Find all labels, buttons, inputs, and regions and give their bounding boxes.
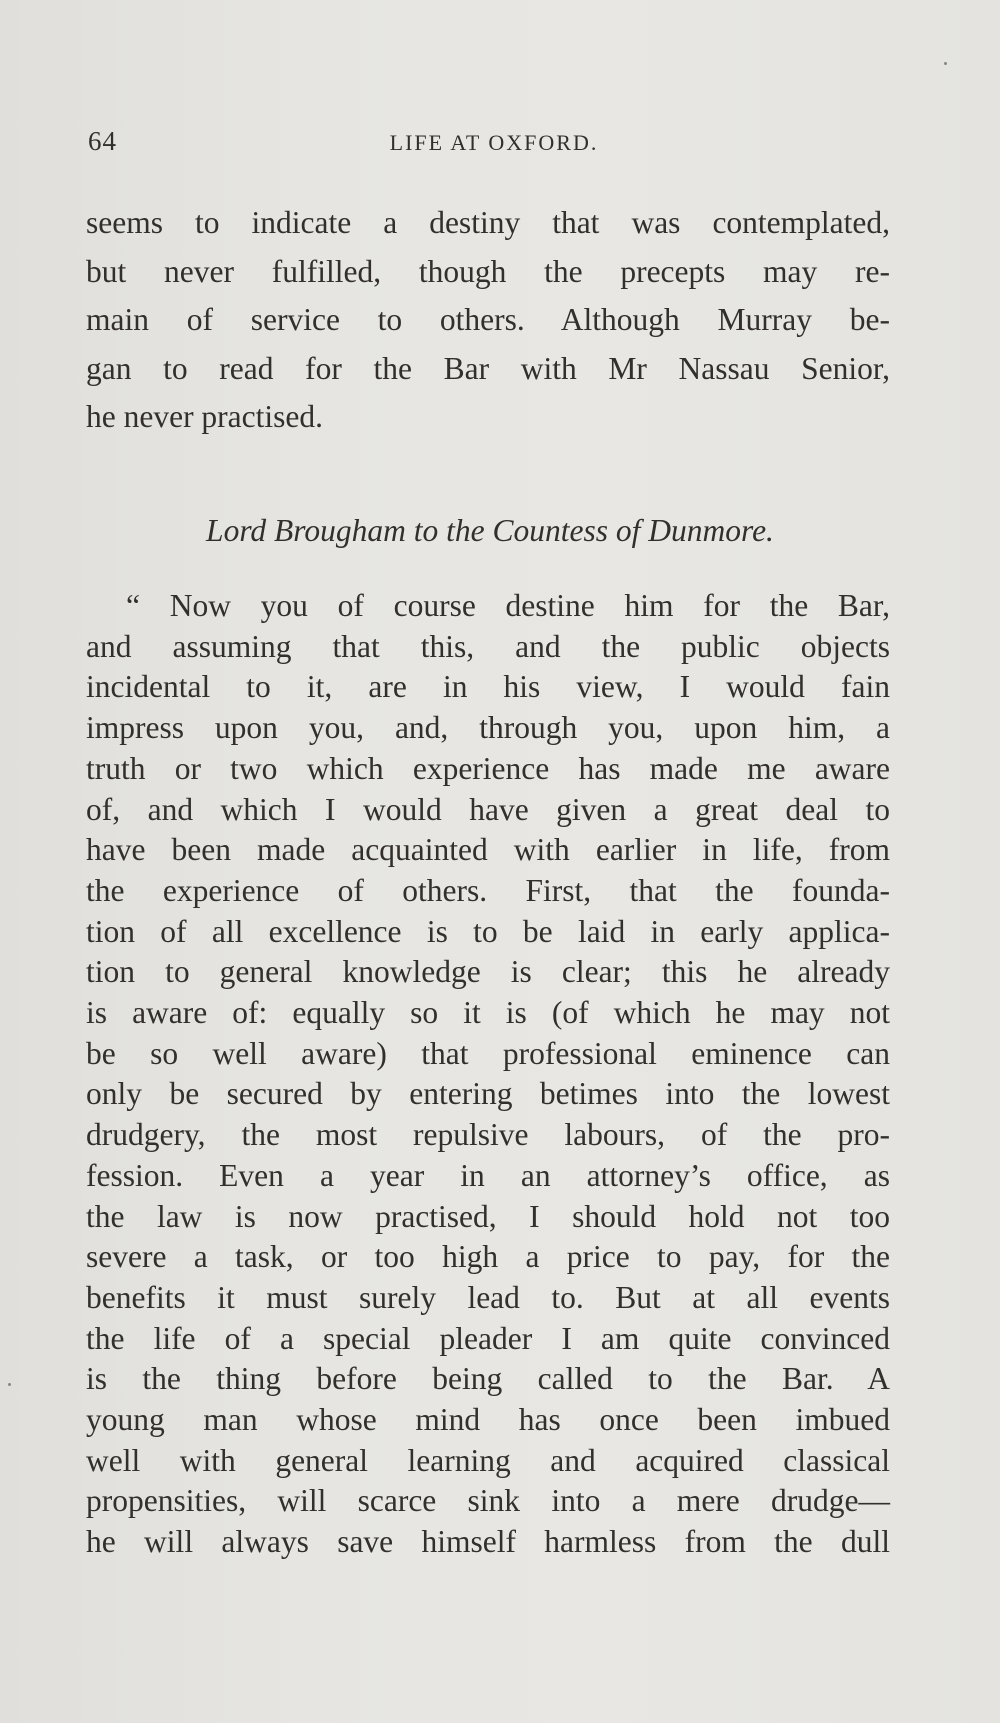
text-line: main of service to others. Although Murray be- — [86, 302, 890, 337]
page-header — [88, 126, 900, 166]
text-line: fession. Even a year in an attorney’s office, as — [86, 1157, 890, 1193]
text-line: propensities, will scarce sink into a mere drudge— — [86, 1483, 890, 1519]
text-line: incidental to it, are in his view, I would fain — [86, 669, 890, 705]
text-line: tion to general knowledge is clear; this he already — [86, 954, 890, 990]
text-line: be so well aware) that professional eminence can — [86, 1035, 890, 1071]
text-line: he will always save himself harmless from the dull — [86, 1524, 890, 1560]
text-line: the life of a special pleader I am quite convinced — [86, 1320, 890, 1356]
text-line: drudgery, the most repulsive labours, of the pro- — [86, 1117, 890, 1153]
text-line: but never fulfilled, though the precepts may re- — [86, 253, 890, 289]
paper-speck — [944, 62, 947, 65]
text-line: seems to indicate a destiny that was contemplated, — [86, 205, 890, 240]
text-line: gan to read for the Bar with Mr Nassau Senior, — [86, 350, 890, 386]
letter-text — [86, 586, 890, 1563]
text-line: he never practised. — [86, 399, 324, 434]
text-line: and assuming that this, and the public objects — [86, 628, 890, 664]
text-line: the law is now practised, I should hold not too — [86, 1198, 890, 1234]
text-line: truth or two which experience has made me aware — [86, 750, 890, 786]
text-line: the experience of others. First, that the founda- — [86, 872, 890, 908]
text-line: tion of all excellence is to be laid in early applica- — [86, 913, 890, 949]
text-line: only be secured by entering betimes into the lowest — [86, 1076, 890, 1112]
body-paragraph — [86, 199, 890, 442]
text-line: is aware of: equally so it is (of which he may not — [86, 995, 890, 1031]
text-line: young man whose mind has once been imbued — [86, 1402, 890, 1438]
text-line: “ Now you of course destine him for the Bar, — [126, 588, 890, 623]
page-number: 64 — [88, 126, 117, 156]
text-line: impress upon you, and, through you, upon him, a — [86, 710, 890, 746]
text-line: of, and which I would have given a great deal to — [86, 791, 890, 827]
text-line: severe a task, or too high a price to pay, for the — [86, 1239, 890, 1275]
text-line: have been made acquainted with earlier in life, from — [86, 832, 890, 868]
text-line: is the thing before being called to the Bar. A — [86, 1361, 890, 1397]
running-head: LIFE AT OXFORD. — [389, 130, 599, 155]
letter-heading: Lord Brougham to the Countess of Dunmore. — [206, 513, 774, 548]
paper-speck — [8, 1383, 11, 1386]
text-line: benefits it must surely lead to. But at all events — [86, 1279, 890, 1315]
text-line: well with general learning and acquired classical — [86, 1442, 890, 1478]
